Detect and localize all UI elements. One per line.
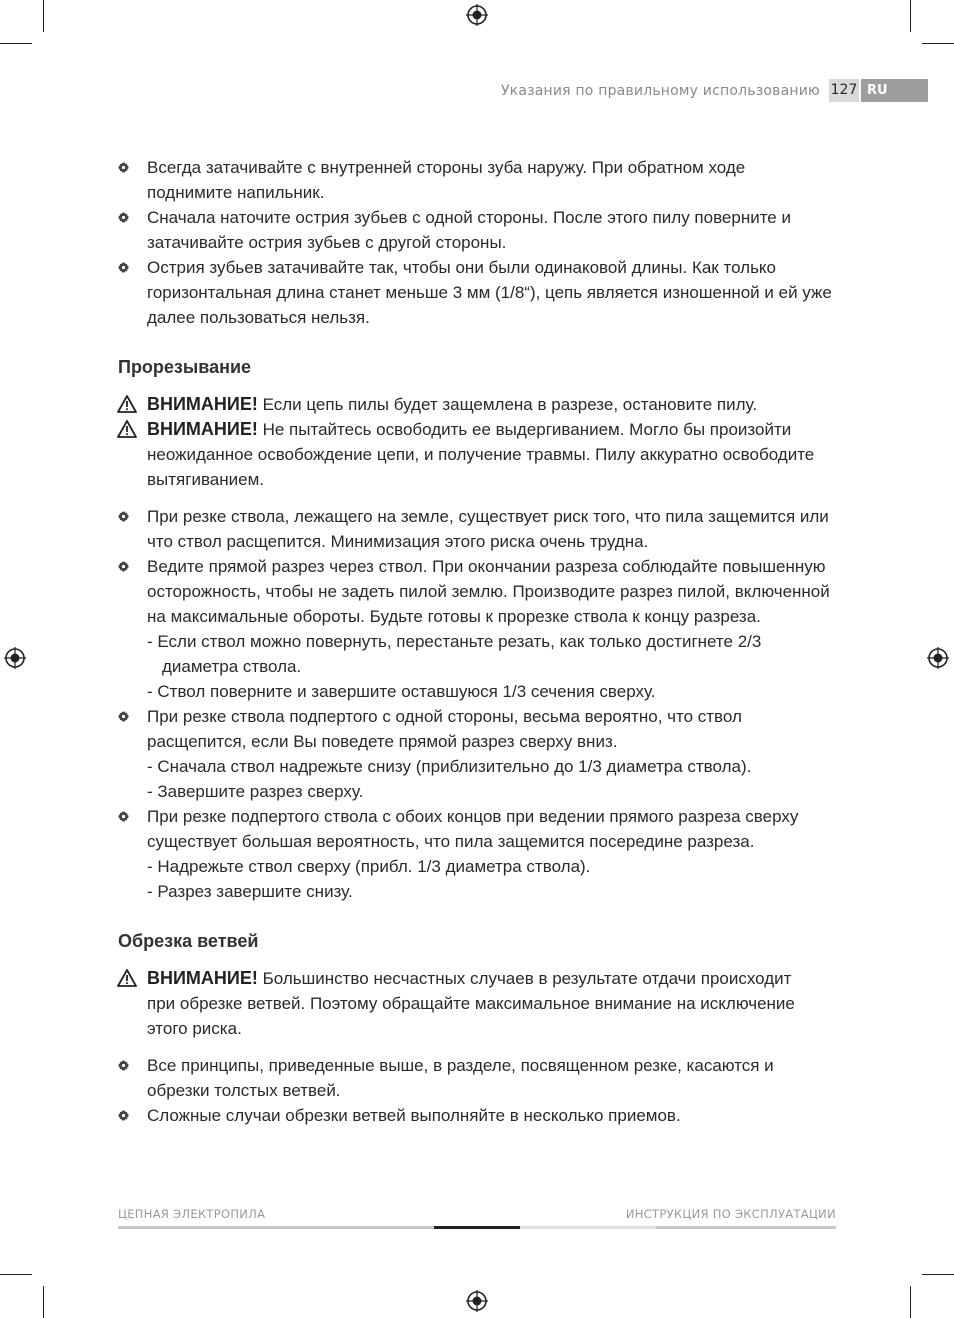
header-title: Указания по правильному использованию — [500, 83, 820, 99]
bullet-line: поднимите напильник. — [147, 183, 325, 202]
bullet-line: горизонтальная длина станет меньше 3 мм (1/8“), цепь является изношенной и ей уже — [147, 283, 832, 302]
warning-triangle-icon — [117, 420, 137, 438]
flower-bullet-icon — [118, 561, 129, 572]
page-content — [118, 155, 838, 1128]
registration-mark-icon — [4, 647, 26, 669]
footer-rule — [520, 1226, 656, 1229]
warning-text: Если цепь пилы будет защемлена в разрезе, остановите пилу. — [257, 395, 758, 414]
flower-bullet-icon — [118, 262, 129, 273]
bullet-line: Сначала наточите острия зубьев с одной стороны. После этого пилу поверните и — [147, 208, 791, 227]
footer-doc-type: ИНСТРУКЦИЯ ПО ЭКСПЛУАТАЦИИ — [625, 1207, 836, 1221]
flower-bullet-icon — [118, 811, 129, 822]
list-item — [118, 704, 838, 754]
list-item — [118, 554, 838, 629]
bullet-line: что ствол расщепится. Минимизация этого риска очень трудна. — [147, 532, 649, 551]
warning-item — [118, 417, 838, 492]
footer-rule — [656, 1226, 836, 1229]
page-number: 127 — [829, 79, 859, 102]
registration-mark-icon — [927, 647, 949, 669]
footer-rule-accent — [434, 1226, 520, 1229]
list-item — [118, 804, 838, 854]
crop-mark — [922, 1274, 954, 1275]
bullet-line: затачивайте острия зубьев с другой стороны. — [147, 233, 507, 252]
warning-text: неожиданное освобождение цепи, и получение травмы. Пилу аккуратно освободите — [147, 445, 815, 464]
warning-item — [118, 392, 838, 417]
list-item — [118, 1053, 838, 1103]
section-heading: Прорезывание — [118, 357, 252, 377]
bullet-line: При резке ствола, лежащего на земле, существует риск того, что пила защемится или — [147, 507, 829, 526]
crop-mark — [910, 0, 911, 32]
bullet-line: При резке подпертого ствола с обоих концов при ведении прямого разреза сверху — [147, 807, 799, 826]
list-item — [118, 255, 838, 330]
sub-item: - Разрез завершите снизу. — [147, 882, 353, 901]
crop-mark — [910, 1286, 911, 1318]
list-item — [118, 155, 838, 205]
flower-bullet-icon — [118, 212, 129, 223]
sub-item: - Ствол поверните и завершите оставшуюся 1/3 сечения сверху. — [147, 682, 656, 701]
bullet-line: Ведите прямой разрез через ствол. При окончании разреза соблюдайте повышенную — [147, 557, 826, 576]
warning-label: ВНИМАНИЕ! — [147, 394, 258, 414]
bullet-line: Сложные случаи обрезки ветвей выполняйте в несколько приемов. — [147, 1106, 681, 1125]
sub-item-continuation: диаметра ствола. — [162, 657, 302, 676]
crop-mark — [43, 1286, 44, 1318]
bullet-line: Все принципы, приведенные выше, в разделе, посвященном резке, касаются и — [147, 1056, 774, 1075]
warning-text: Большинство несчастных случаев в результате отдачи происходит — [257, 969, 792, 988]
language-badge: RU — [861, 79, 928, 102]
footer-rule — [118, 1226, 434, 1229]
bullet-line: Всегда затачивайте с внутренней стороны зуба наружу. При обратном ходе — [147, 158, 746, 177]
bullet-line: осторожность, чтобы не задеть пилой землю. Производите разрез пилой, включенной — [147, 582, 830, 601]
sub-item: - Если ствол можно повернуть, перестаньте резать, как только достигнете 2/3 — [147, 632, 762, 651]
crop-mark — [0, 43, 32, 44]
sub-item: - Надрежьте ствол сверху (прибл. 1/3 диаметра ствола). — [147, 857, 591, 876]
section-heading: Обрезка ветвей — [118, 931, 259, 951]
registration-mark-icon — [466, 1290, 488, 1312]
warning-item — [118, 966, 838, 1041]
bullet-line: существует большая вероятность, что пила защемится посередине разреза. — [147, 832, 755, 851]
warning-text: при обрезке ветвей. Поэтому обращайте максимальное внимание на исключение — [147, 994, 795, 1013]
flower-bullet-icon — [118, 511, 129, 522]
warning-label: ВНИМАНИЕ! — [147, 968, 258, 988]
registration-mark-icon — [466, 4, 488, 26]
list-item — [118, 1103, 838, 1128]
warning-triangle-icon — [117, 969, 137, 987]
footer-product-name: ЦЕПНАЯ ЭЛЕКТРОПИЛА — [118, 1207, 266, 1221]
warning-triangle-icon — [117, 395, 137, 413]
warning-text: Не пытайтесь освободить ее выдергиванием. Могло бы произойти — [257, 420, 792, 439]
sub-item: - Завершите разрез сверху. — [147, 782, 364, 801]
sub-item: - Сначала ствол надрежьте снизу (приблизительно до 1/3 диаметра ствола). — [147, 757, 752, 776]
bullet-line: на максимальные обороты. Будьте готовы к прорезке ствола к концу разреза. — [147, 607, 761, 626]
bullet-line: Острия зубьев затачивайте так, чтобы они были одинаковой длины. Как только — [147, 258, 777, 277]
flower-bullet-icon — [118, 711, 129, 722]
warning-text: вытягиванием. — [147, 470, 264, 489]
flower-bullet-icon — [118, 1110, 129, 1121]
bullet-line: далее пользоваться нельзя. — [147, 308, 370, 327]
flower-bullet-icon — [118, 1060, 129, 1071]
crop-mark — [922, 43, 954, 44]
warning-text: этого риска. — [147, 1019, 242, 1038]
list-item — [118, 504, 838, 554]
bullet-line: обрезки толстых ветвей. — [147, 1081, 341, 1100]
crop-mark — [43, 0, 44, 32]
flower-bullet-icon — [118, 162, 129, 173]
list-item — [118, 205, 838, 255]
bullet-line: расщепится, если Вы поведете прямой разрез сверху вниз. — [147, 732, 618, 751]
bullet-line: При резке ствола подпертого с одной стороны, весьма вероятно, что ствол — [147, 707, 742, 726]
warning-label: ВНИМАНИЕ! — [147, 419, 258, 439]
crop-mark — [0, 1274, 32, 1275]
